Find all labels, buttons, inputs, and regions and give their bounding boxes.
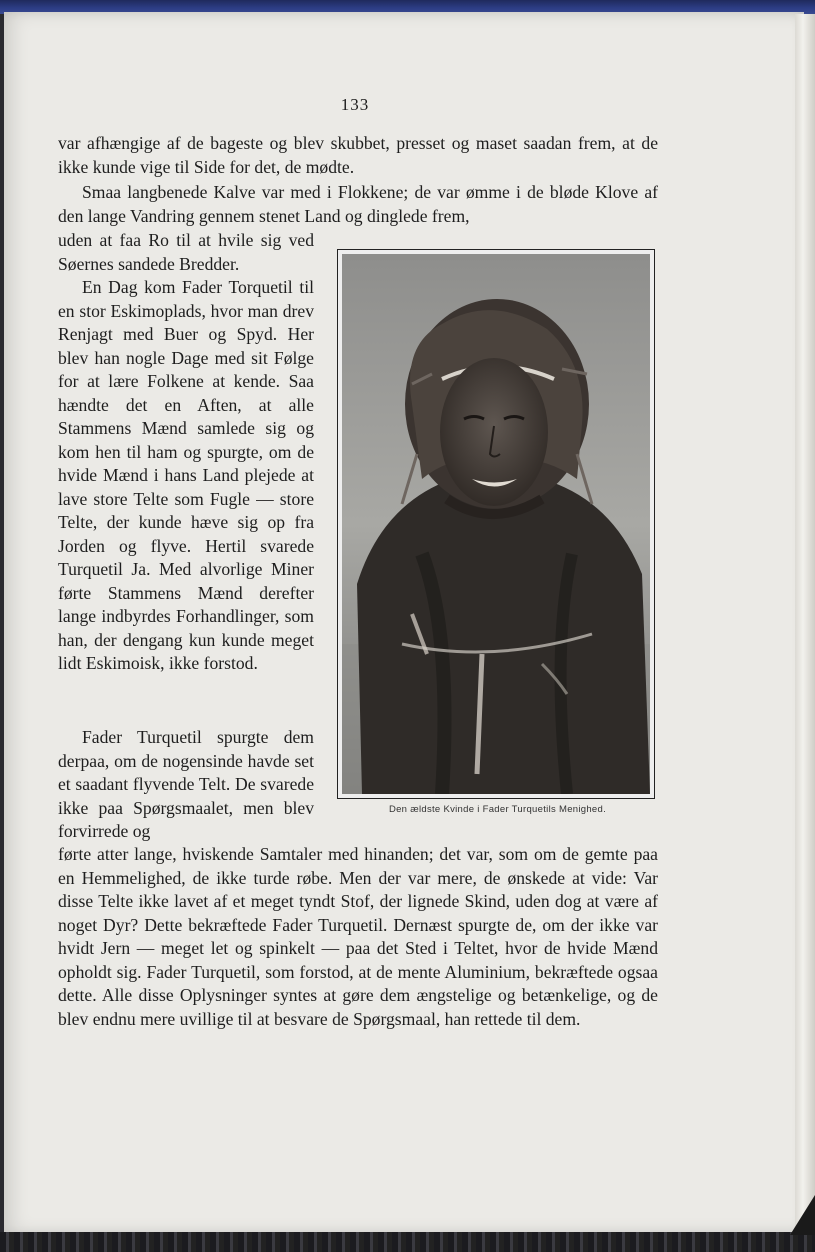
paragraph-calves-continued: uden at faa Ro til at hvile sig ved Søernes sandede Bredder. [58,230,314,274]
paragraph-calves: Smaa langbenede Kalve var med i Flokkene; de var ømme i de bløde Klove af den lange Vandring gennem stenet Land og dinglede frem, [58,182,658,226]
portrait-photo [342,254,650,794]
paragraph-eskimo-camp: En Dag kom Fader Torquetil til en stor Eskimoplads, hvor man drev Renjagt med Buer og Spyd. Her blev han nogle Dage med sit Følge for at lære Folkene at kende. Saa hændte det en Aften, at alle Stammens Mænd samlede sig og kom hen til ham og spurgte, om de hvide Mænd i hans Land plejede at lave store Telte som Fugle — store Telte, der kunde hæve sig op fra Jorden og flyve. Hertil svarede Turquetil Ja. Med alvorlige Miner førte Stammens Mænd derefter lange indbyrdes Forhandlinger, som han, der dengang kun kunde meget lidt Eskimoisk, ikke forstod. [58,277,314,673]
paragraph-flying-tent-continued: førte atter lange, hviskende Samtaler med hinanden; det var, som om de gemte paa en Hemmelighed, de ikke turde røbe. Men der var mere, de ønskede at vide: Var disse Telte ikke lavet af et meget tyndt Stof, der lignede Skind, uden dog at være af noget Dyr? Dette bekræftede Fader Turquetil. Dernæst spurgte de, om der ikke var hvidt Jern — meget let og spinkelt — paa det Sted i Teltet, hvor de hvide Mænd opholdt sig. Fader Turquetil, som forstod, at de mente Aluminium, bekræftede ogsaa dette. Alle disse Oplysninger syntes at gøre dem ængstelige og betænkelige, og de blev endnu mere uvillige til at besvare de Spørgsmaal, han rettede til dem. [58,844,658,1029]
page-corner-shadow [790,1195,815,1235]
page-stack-edge [795,14,815,1234]
book-edge-bottom [0,1232,815,1252]
photo-frame [337,249,655,799]
paragraph-continuation: var afhængige af de bageste og blev skubbet, presset og maset saadan frem, at de ikke kunde vige til Side for det, de mødte. [58,133,658,177]
figure-caption: Den ældste Kvinde i Fader Turquetils Menighed. [388,804,607,815]
paragraph-flying-tent: Fader Turquetil spurgte dem derpaa, om de nogensinde havde set et saadant flyvende Telt. De svarede ikke paa Spørgsmaalet, men blev forvirrede og [58,727,314,841]
page-number: 133 [340,95,370,114]
